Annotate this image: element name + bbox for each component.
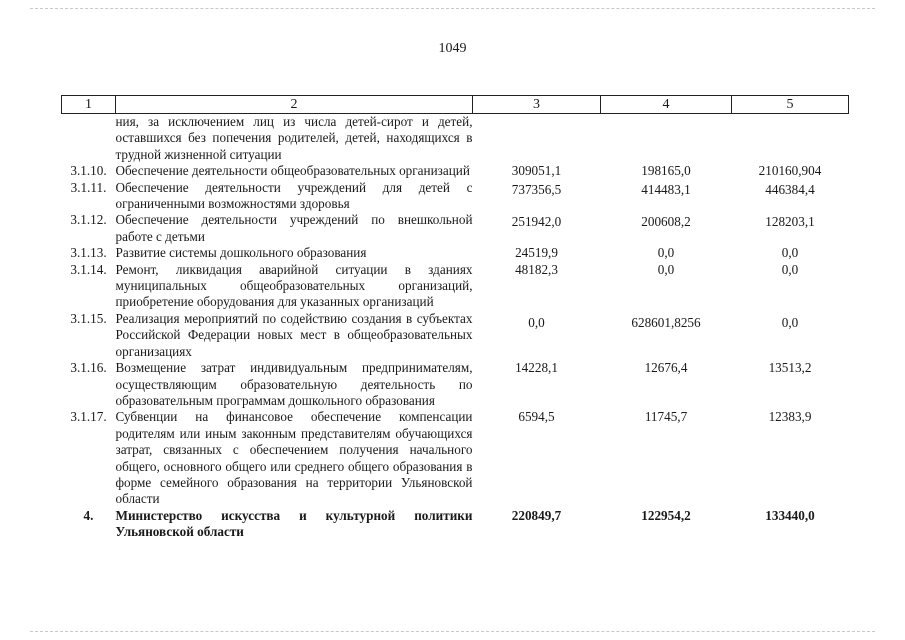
value-col-5: 0,0 xyxy=(781,314,799,330)
value-col-4: 122954,2 xyxy=(641,507,691,523)
table-row xyxy=(62,508,849,541)
row-description: Ремонт, ликвидация аварийной ситуации в зданиях муниципальных общеобразовательных организаций, приобретение оборудования для указанных организаций xyxy=(115,261,473,310)
row-description: ния, за исключением лиц из числа детей-сирот и детей, оставшихся без попечения родителей, детей, находящихся в трудной жизненной ситуации xyxy=(115,114,473,162)
table-row xyxy=(62,360,849,409)
row-number: 3.1.15. xyxy=(70,310,107,326)
table-row xyxy=(62,163,849,179)
row-description: Возмещение затрат индивидуальным предпринимателям, осуществляющим образовательную деятельность по образовательным программам дошкольного образования xyxy=(115,360,473,408)
value-col-3: 737356,5 xyxy=(511,181,562,197)
row-description: Обеспечение деятельности учреждений по внешкольной работе с детьми xyxy=(115,212,473,244)
value-col-5 xyxy=(732,114,849,164)
column-header: 2 xyxy=(116,96,473,114)
value-col-5: 133440,0 xyxy=(765,507,815,523)
row-number: 4. xyxy=(83,507,94,523)
value-col-4: 414483,1 xyxy=(641,181,691,197)
table-row xyxy=(62,409,849,507)
table-row xyxy=(62,212,849,245)
row-number: 3.1.13. xyxy=(70,245,107,261)
top-edge-artifact xyxy=(30,8,875,9)
row-number: 3.1.12. xyxy=(70,212,107,228)
value-col-5: 210160,904 xyxy=(758,163,822,179)
value-col-3: 24519,9 xyxy=(515,245,558,261)
column-header: 3 xyxy=(473,96,601,114)
column-header: 1 xyxy=(62,96,116,114)
row-number: 3.1.17. xyxy=(70,409,107,425)
row-description: Обеспечение деятельности учреждений для детей с ограниченными возможностями здоровья xyxy=(115,179,473,212)
value-col-4: 11745,7 xyxy=(644,409,688,425)
value-col-5: 446384,4 xyxy=(765,181,815,197)
value-col-3: 6594,5 xyxy=(518,409,555,425)
header-row xyxy=(62,96,849,114)
row-description: Обеспечение деятельности общеобразовательных организаций xyxy=(115,163,470,179)
value-col-3: 309051,1 xyxy=(511,163,562,179)
row-description: Министерство искусства и культурной политики Ульяновской области xyxy=(115,507,473,540)
value-col-5: 0,0 xyxy=(781,261,799,277)
row-description: Субвенции на финансовое обеспечение компенсации родителям или иным законным представителям обучающихся затрат, связанных с обеспечением получения начального общего, основного общего или среднего общего образования в форме семейного образования на территории Ульяновской области xyxy=(115,409,473,507)
table-row xyxy=(62,180,849,213)
row-number: 3.1.11. xyxy=(70,179,107,195)
row-description: Развитие системы дошкольного образования xyxy=(115,245,367,261)
row-number xyxy=(62,114,116,164)
column-header: 5 xyxy=(732,96,849,114)
table-row xyxy=(62,311,849,360)
budget-table xyxy=(61,95,849,541)
value-col-5: 13513,2 xyxy=(768,360,812,376)
value-col-3: 48182,3 xyxy=(515,261,558,277)
column-header: 4 xyxy=(601,96,732,114)
value-col-4: 628601,8256 xyxy=(631,314,701,330)
table-header xyxy=(62,96,849,114)
value-col-3: 14228,1 xyxy=(515,360,558,376)
row-number: 3.1.16. xyxy=(70,360,107,376)
value-col-3: 220849,7 xyxy=(511,507,562,523)
page-number: 1049 xyxy=(438,41,467,56)
value-col-3 xyxy=(473,114,601,164)
value-col-3: 0,0 xyxy=(528,314,545,330)
value-col-4: 0,0 xyxy=(657,261,675,277)
value-col-4: 12676,4 xyxy=(644,360,688,376)
table-row xyxy=(62,245,849,261)
table-row xyxy=(62,114,849,164)
row-number: 3.1.10. xyxy=(70,163,107,179)
value-col-4: 198165,0 xyxy=(641,163,691,179)
value-col-5: 0,0 xyxy=(781,245,799,261)
table-row xyxy=(62,262,849,311)
table-body xyxy=(62,114,849,541)
bottom-edge-artifact xyxy=(30,631,875,632)
row-number: 3.1.14. xyxy=(70,261,107,277)
value-col-4: 200608,2 xyxy=(641,214,691,230)
value-col-3: 251942,0 xyxy=(511,214,562,230)
value-col-5: 12383,9 xyxy=(768,409,812,425)
value-col-4 xyxy=(601,114,732,164)
value-col-5: 128203,1 xyxy=(765,214,815,230)
row-description: Реализация мероприятий по содействию создания в субъектах Российской Федерации новых мест в общеобразовательных организациях xyxy=(115,310,473,359)
value-col-4: 0,0 xyxy=(657,245,675,261)
